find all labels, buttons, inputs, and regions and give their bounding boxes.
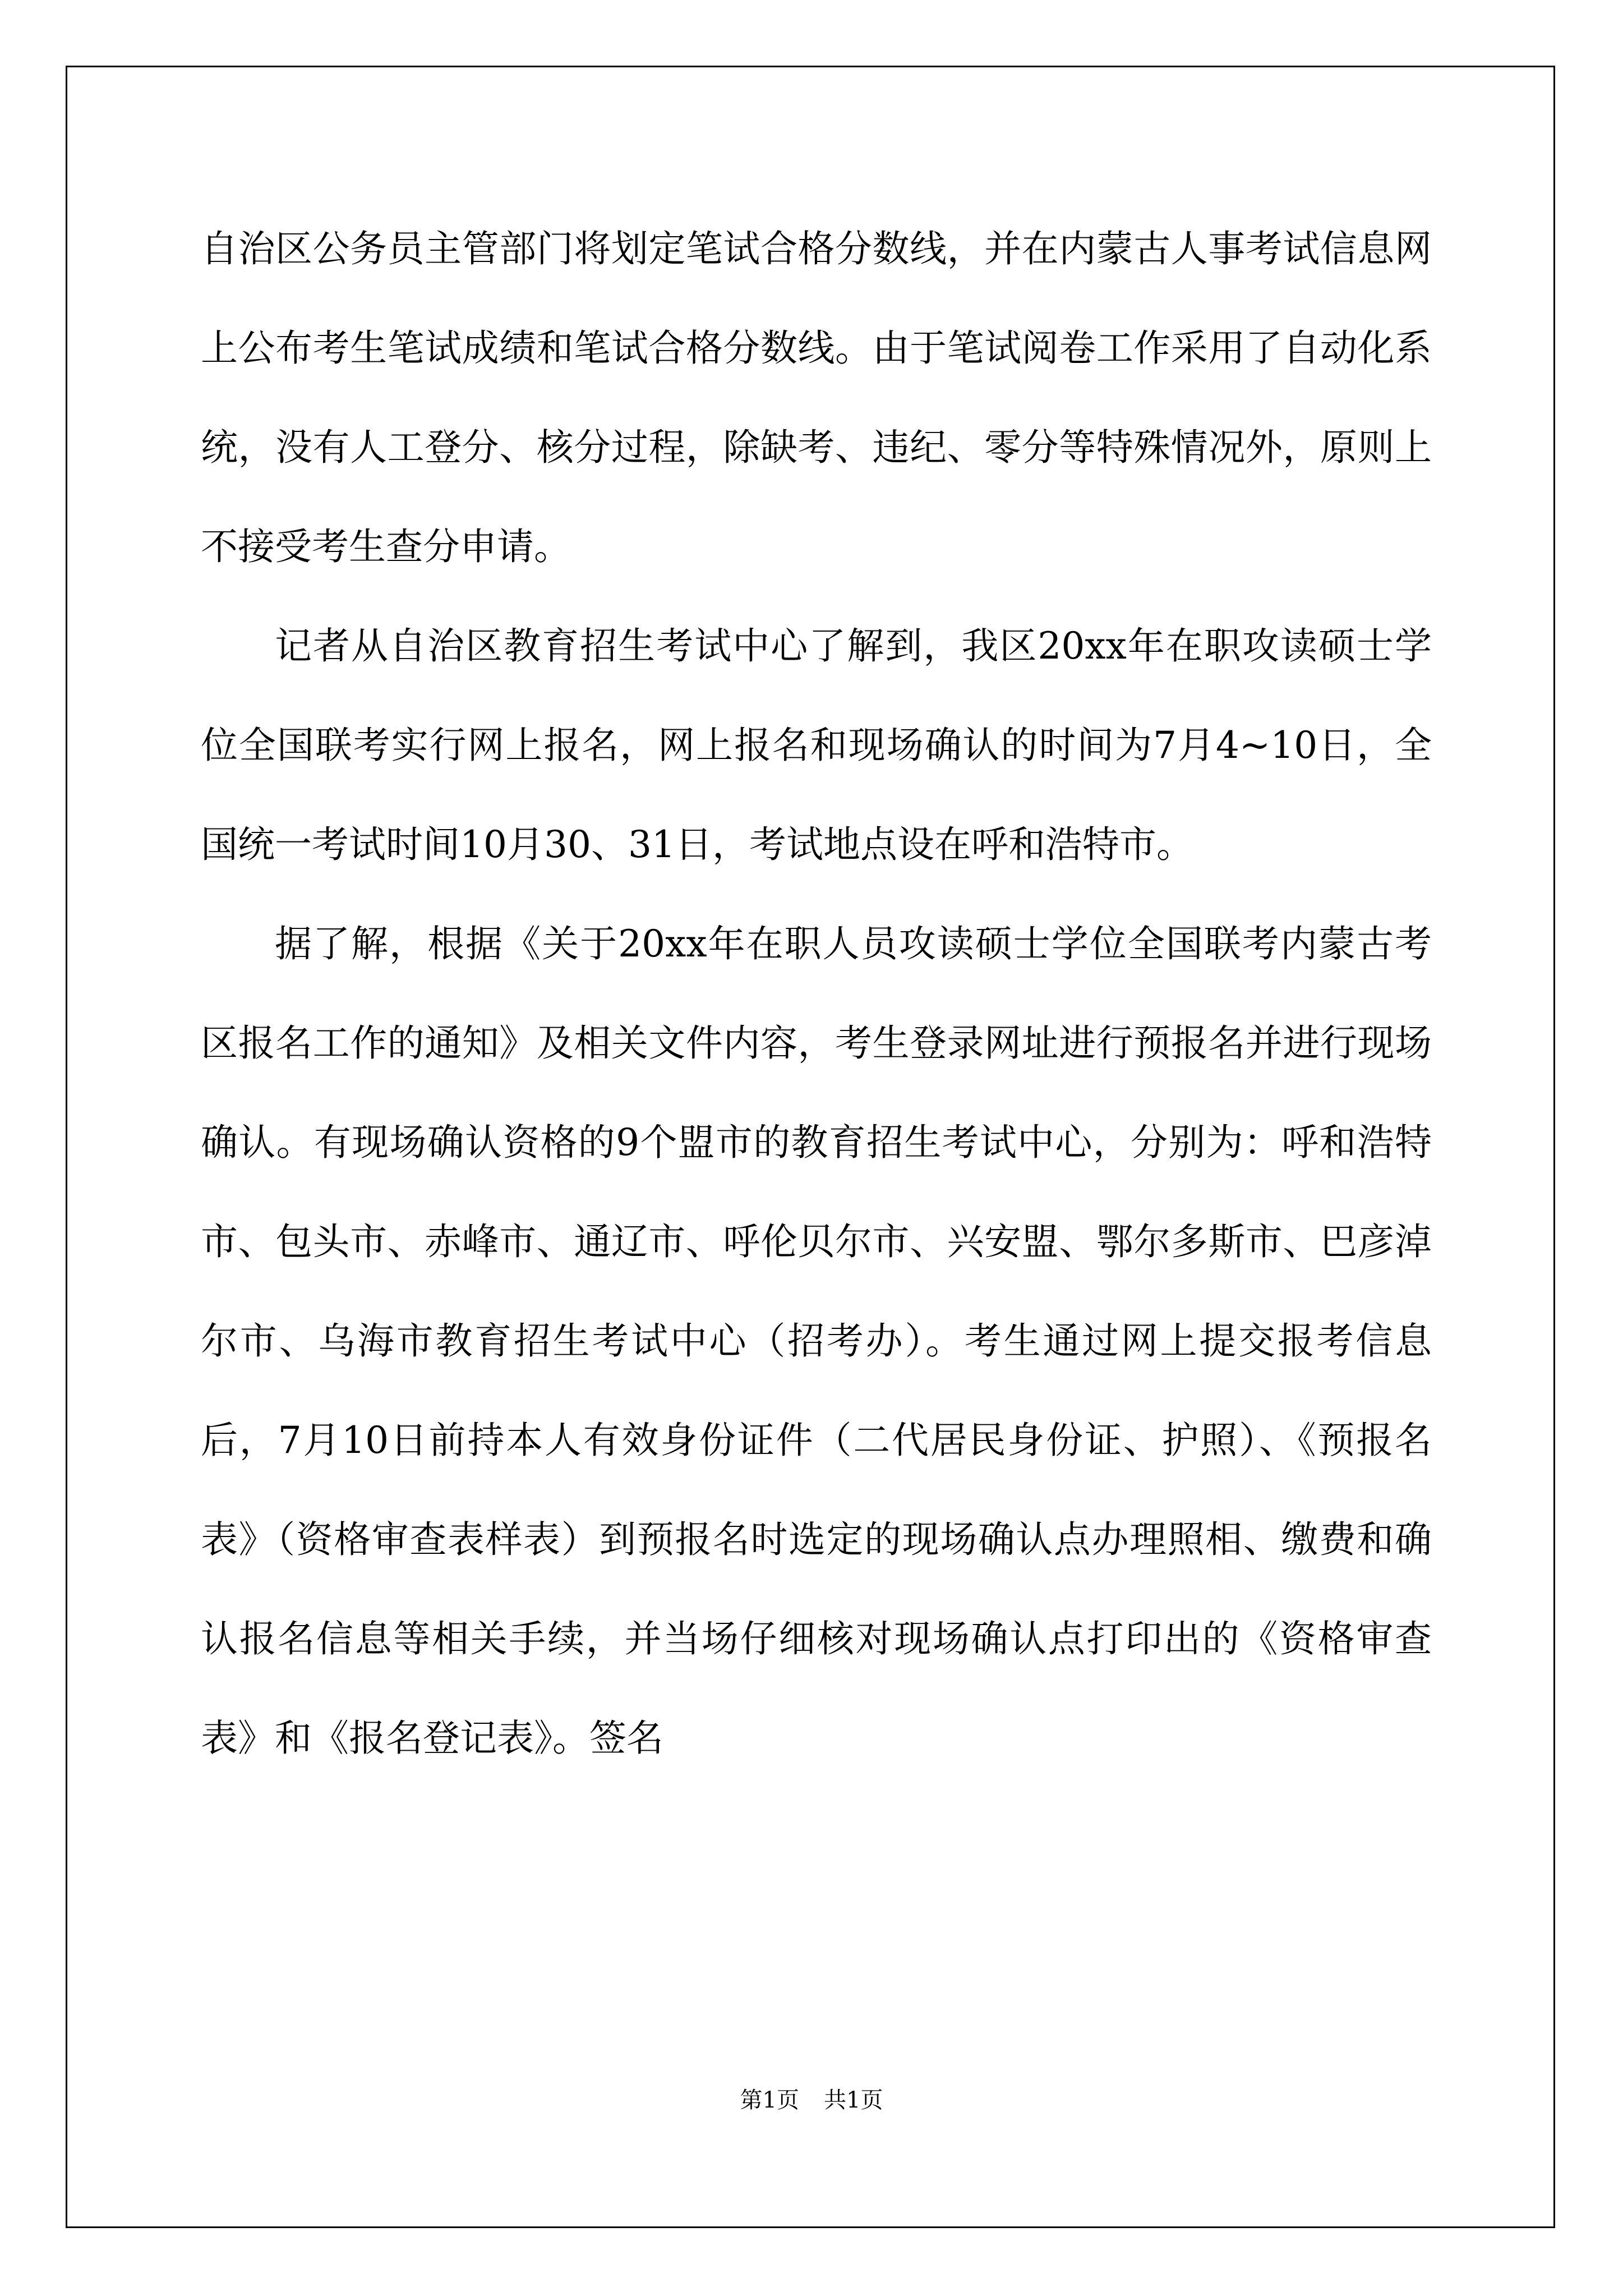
document-body: [201, 199, 1432, 1788]
page-footer: [0, 2085, 1623, 2115]
page-total: 共1页: [824, 2087, 883, 2113]
paragraph-2: 记者从自治区教育招生考试中心了解到，我区20xx年在职攻读硕士学位全国联考实行网上报名，网上报名和现场确认的时间为7月4~10日，全国统一考试时间10月30、31日，考试地点设在呼和浩特市。: [201, 624, 1432, 866]
paragraph-1: 自治区公务员主管部门将划定笔试合格分数线，并在内蒙古人事考试信息网上公布考生笔试成绩和笔试合格分数线。由于笔试阅卷工作采用了自动化系统，没有人工登分、核分过程，除缺考、违纪、零分等特殊情况外，原则上不接受考生查分申请。: [201, 227, 1432, 568]
paragraph-3: 据了解，根据《关于20xx年在职人员攻读硕士学位全国联考内蒙古考区报名工作的通知》及相关文件内容，考生登录网址进行预报名并进行现场确认。有现场确认资格的9个盟市的教育招生考试中心，分别为：呼和浩特市、包头市、赤峰市、通辽市、呼伦贝尔市、兴安盟、鄂尔多斯市、巴彦淖尔市、乌海市教育招生考试中心（招考办）。考生通过网上提交报考信息后，7月10日前持本人有效身份证件（二代居民身份证、护照）、《预报名表》（资格审查表样表）到预报名时选定的现场确认点办理照相、缴费和确认报名信息等相关手续，并当场仔细核对现场确认点打印出的《资格审查表》和《报名登记表》。签名: [201, 922, 1432, 1760]
page-number: 第1页: [740, 2087, 799, 2113]
